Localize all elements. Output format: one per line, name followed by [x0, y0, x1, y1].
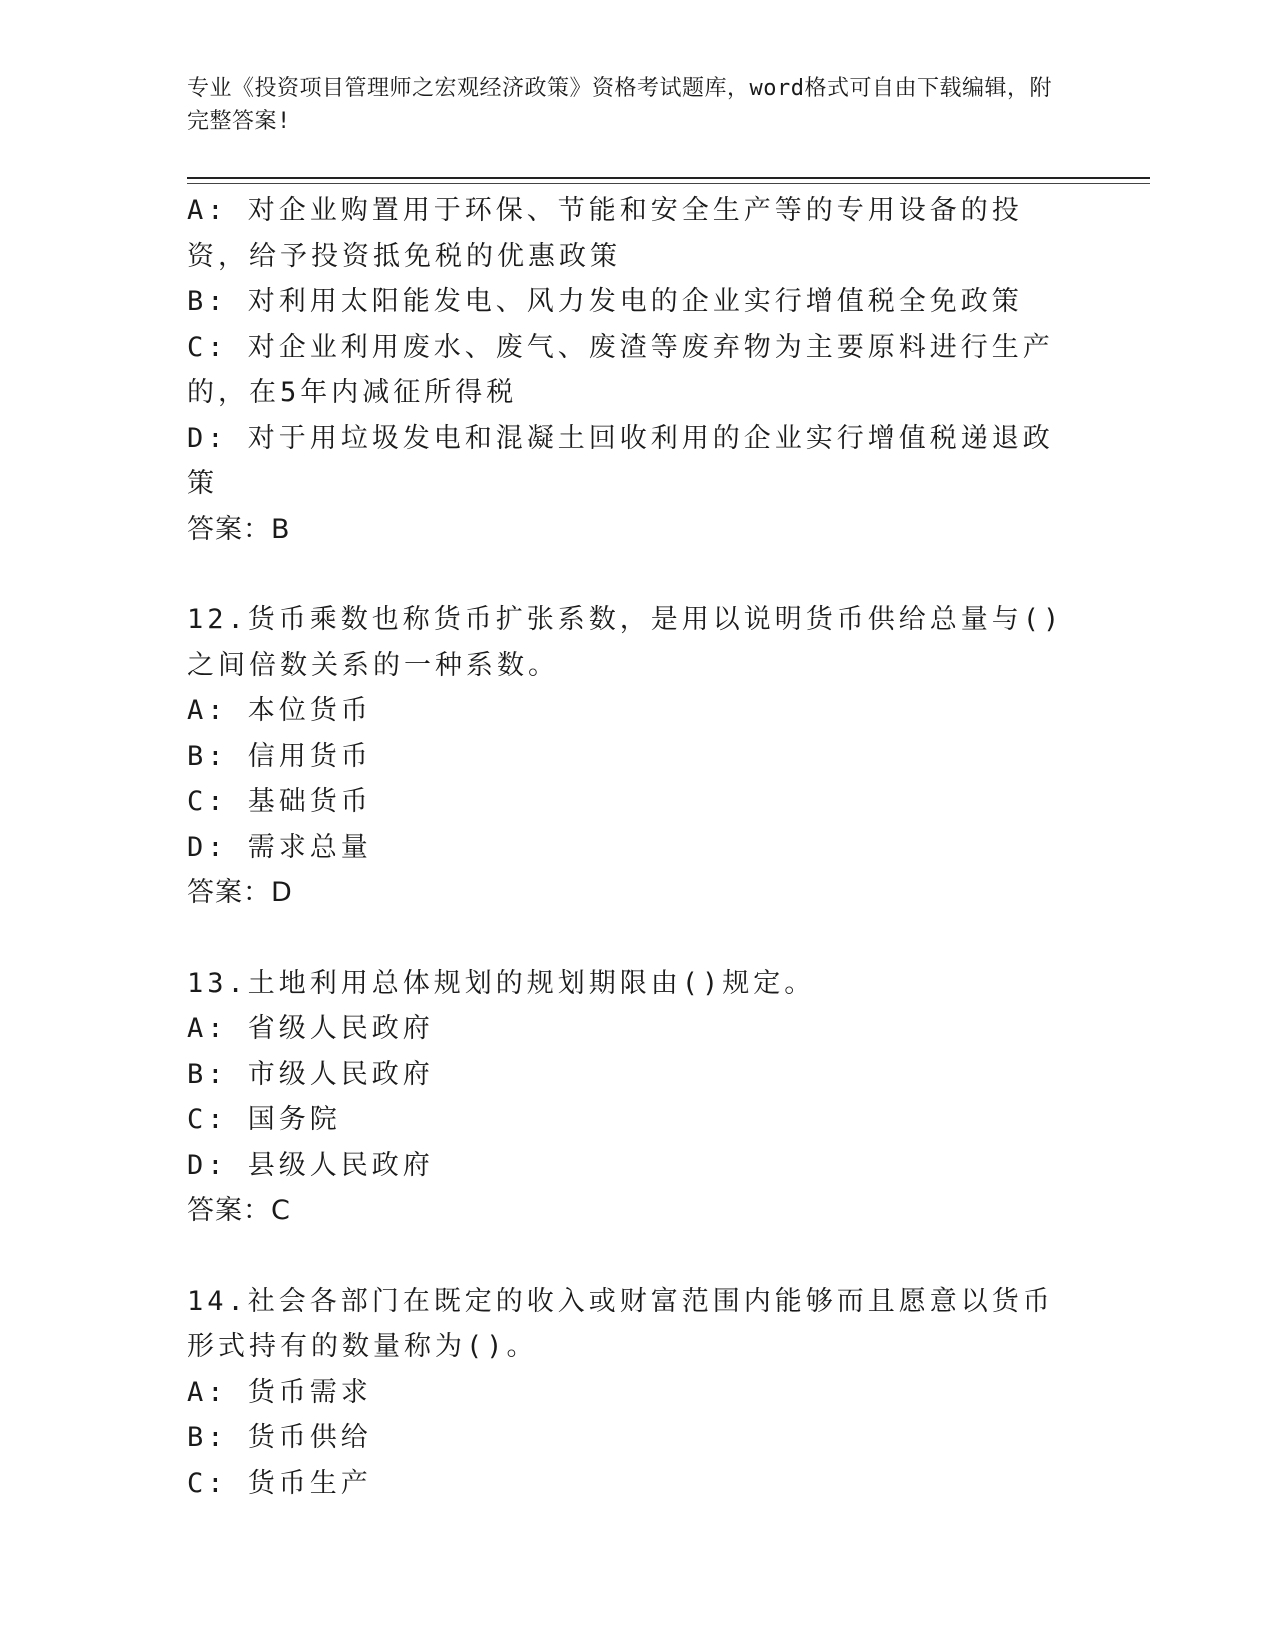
question-stem	[187, 961, 1077, 1007]
spacer	[187, 552, 1077, 597]
option-a: A: 货币需求	[187, 1376, 372, 1408]
question-block-14	[187, 1279, 1077, 1507]
question-block-13	[187, 961, 1077, 1234]
option-d: D: 需求总量	[187, 831, 372, 863]
option-b: B: 市级人民政府	[187, 1058, 434, 1090]
option-b: B: 信用货币	[187, 740, 372, 772]
question-block-12	[187, 597, 1077, 916]
option-a: A: 省级人民政府	[187, 1013, 434, 1044]
option-c: C: 对企业利用废水、废气、废渣等废弃物为主要原料进行生产的，在5年内减征所得税	[187, 331, 1054, 408]
option-b: B: 对利用太阳能发电、风力发电的企业实行增值税全免政策	[187, 286, 1023, 317]
spacer	[187, 1234, 1077, 1279]
option-d: D: 县级人民政府	[187, 1149, 434, 1181]
option-c: C: 国务院	[187, 1104, 341, 1135]
answer-line: 答案：B	[187, 513, 291, 545]
question-stem	[187, 597, 1077, 688]
spacer	[187, 916, 1077, 961]
question-text: 货币乘数也称货币扩张系数，是用以说明货币供给总量与()之间倍数关系的一种系数。	[187, 604, 1064, 681]
question-number: 13.	[187, 967, 248, 999]
question-block-continued	[187, 188, 1077, 552]
question-text: 社会各部门在既定的收入或财富范围内能够而且愿意以货币形式持有的数量称为()。	[187, 1285, 1054, 1362]
question-text: 土地利用总体规划的规划期限由()规定。	[247, 967, 816, 999]
question-number: 14.	[187, 1285, 248, 1317]
document-header-intro: 专业《投资项目管理师之宏观经济政策》资格考试题库，word格式可自由下载编辑，附完整答案!	[187, 76, 1052, 134]
option-b: B: 货币供给	[187, 1422, 372, 1453]
header-divider-thick	[187, 177, 1150, 179]
question-list	[187, 188, 1077, 1506]
question-stem	[187, 1279, 1077, 1370]
question-number: 12.	[187, 604, 248, 635]
answer-line: 答案：C	[187, 1195, 291, 1226]
option-a: A: 对企业购置用于环保、节能和安全生产等的专用设备的投资，给予投资抵免税的优惠政策	[187, 195, 1023, 272]
answer-line: 答案：D	[187, 877, 293, 908]
option-c: C: 基础货币	[187, 786, 372, 817]
option-c: C: 货币生产	[187, 1467, 372, 1499]
option-a: A: 本位货币	[187, 695, 372, 726]
header-divider-thin	[187, 183, 1150, 184]
option-d: D: 对于用垃圾发电和混凝土回收利用的企业实行增值税递退政策	[187, 422, 1054, 499]
